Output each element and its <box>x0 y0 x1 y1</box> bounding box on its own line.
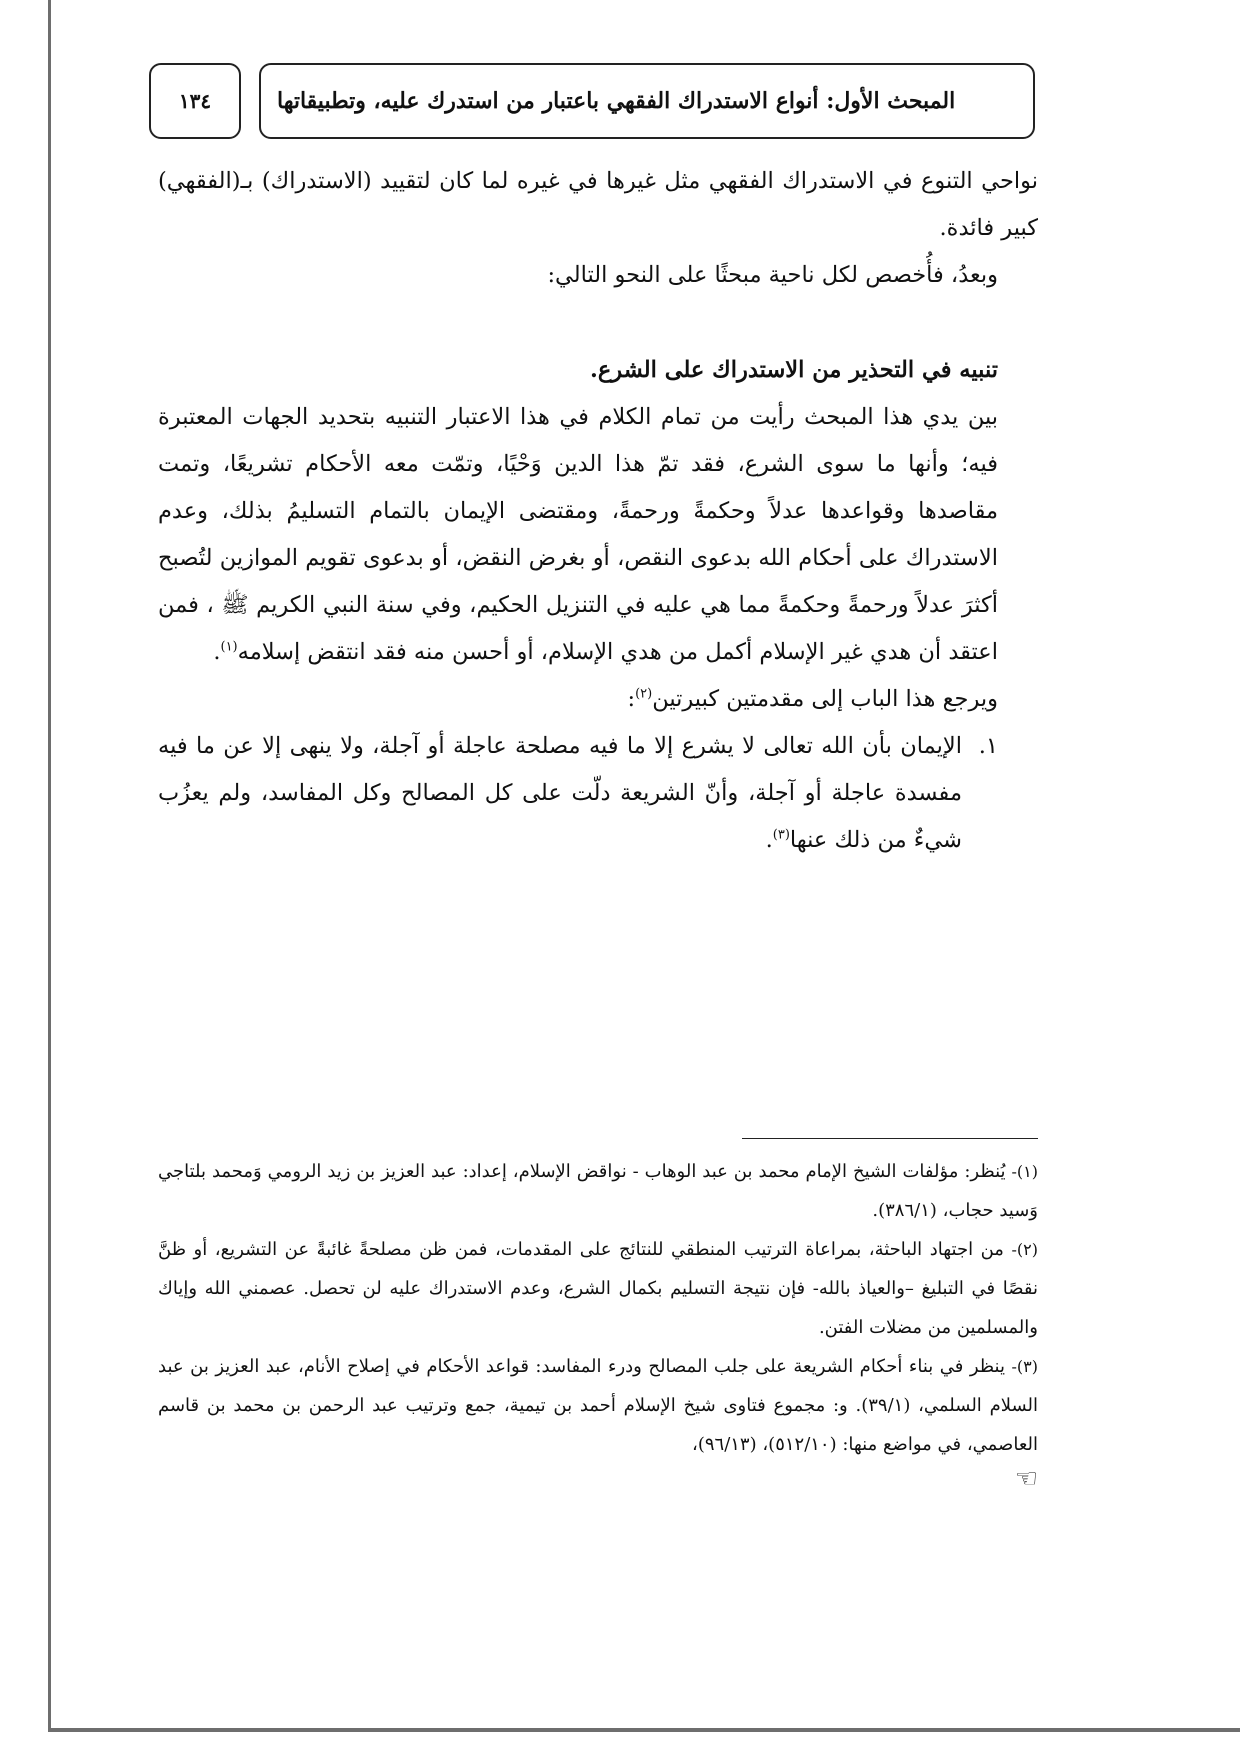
footnote-2 <box>158 1230 1038 1347</box>
intro-paragraph: نواحي التنوع في الاستدراك الفقهي مثل غيرها في غيره لما كان لتقييد (الاستدراك) بـ(الفقهي) كبير فائدة. <box>158 168 1038 241</box>
intro-continuation: وبعدُ، فأُخصص لكل ناحية مبحثًا على النحو التالي: <box>547 262 998 288</box>
list-item-end: . <box>765 827 773 853</box>
footnote-1 <box>158 1152 1038 1230</box>
header-title-box <box>259 63 1035 139</box>
footnote-1-marker: (١)- <box>1011 1162 1038 1181</box>
footnote-3-text: ينظر في بناء أحكام الشريعة على جلب المصالح ودرء المفاسد: قواعد الأحكام في إصلاح الأنام، عبد العزيز بن عبد السلام السلمي، (٣٩/١). و: مجموع فتاوى شيخ الإسلام أحمد بن تيمية، جمع وترتيب عبد الرحمن بن محمد بن قاسم العاصمي، في مواضع منها: (٥١٢/١٠)، (٩٦/١٣)، <box>158 1356 1038 1455</box>
footnote-2-marker: (٢)- <box>1011 1240 1038 1259</box>
list-item-text: الإيمان بأن الله تعالى لا يشرع إلا ما فيه مصلحة عاجلة أو آجلة، ولا ينهى إلا عن ما فيه مفسدة عاجلة أو آجلة، وأنّ الشريعة دلّت على كل المصالح وكل المفاسد، ولم يعزُب شيءٌ من ذلك عنها <box>158 733 962 853</box>
main-paragraph <box>158 394 1038 676</box>
body-text <box>158 158 1038 864</box>
list-item-text-wrap <box>158 723 962 864</box>
section-heading: تنبيه في التحذير من الاستدراك على الشرع. <box>590 357 998 383</box>
footnote-3 <box>158 1347 1038 1464</box>
footnote-3-marker: (٣)- <box>1011 1357 1038 1376</box>
lead-sentence <box>158 676 1038 723</box>
footnote-ref-3[interactable]: (٣) <box>772 827 790 843</box>
footnote-2-text: من اجتهاد الباحثة، بمراعاة الترتيب المنطقي للنتائج على المقدمات، فمن ظن مصلحةً غائبةً عن التشريع، أو ظنَّ نقصًا في التبليغ –والعياذ بالله- فإن نتيجة التسليم بكمال الشرع، وعدم الاستدراك عليه لن تحصل. عصمني الله وإياك والمسلمين من مضلات الفتن. <box>158 1239 1038 1338</box>
page-number-box <box>149 63 241 139</box>
footnotes <box>158 1152 1038 1494</box>
lead-end: : <box>627 686 636 712</box>
main-paragraph-text: بين يدي هذا المبحث رأيت من تمام الكلام في هذا الاعتبار التنبيه بتحديد الجهات المعتبرة فيه؛ وأنها ما سوى الشرع، فقد تمّ هذا الدين وَحْيًا، وتمّت معه الأحكام تشريعًا، وتمت مقاصدها وقواعدها عدلاً وحكمةً ورحمةً، ومقتضى الإيمان بالتمام التسليمُ بذلك، وعدم الاستدراك على أحكام الله بدعوى النقص، أو بغرض النقض، أو بدعوى تقويم الموازين لتُصبح أكثرَ عدلاً ورحمةً وحكمةً مما هي عليه في التنزيل الحكيم، وفي سنة النبي الكريم ﷺ ، فمن اعتقد أن هدي غير الإسلام أكمل من هدي الإسلام، أو أحسن منه فقد انتقض إسلامه <box>158 404 998 665</box>
list-item-number: ١. <box>978 733 998 759</box>
main-paragraph-end: . <box>213 639 221 665</box>
lead-text: ويرجع هذا الباب إلى مقدمتين كبيرتين <box>652 686 998 712</box>
page-number: ١٣٤ <box>178 89 212 113</box>
footnote-1-text: يُنظر: مؤلفات الشيخ الإمام محمد بن عبد الوهاب - نواقض الإسلام، إعداد: عبد العزيز بن زيد الرومي وَمحمد بلتاجي وَسيد حجاب، (٣٨٦/١). <box>158 1161 1038 1221</box>
pointing-hand-icon: ☜ <box>1014 1464 1038 1494</box>
footnote-ref-1[interactable]: (١) <box>220 639 238 655</box>
footnote-ref-2[interactable]: (٢) <box>635 686 653 702</box>
footnote-separator <box>742 1138 1038 1139</box>
list-item <box>158 723 1038 864</box>
section-title: المبحث الأول: أنواع الاستدراك الفقهي باعتبار من استدرك عليه، وتطبيقاتها <box>277 88 956 114</box>
